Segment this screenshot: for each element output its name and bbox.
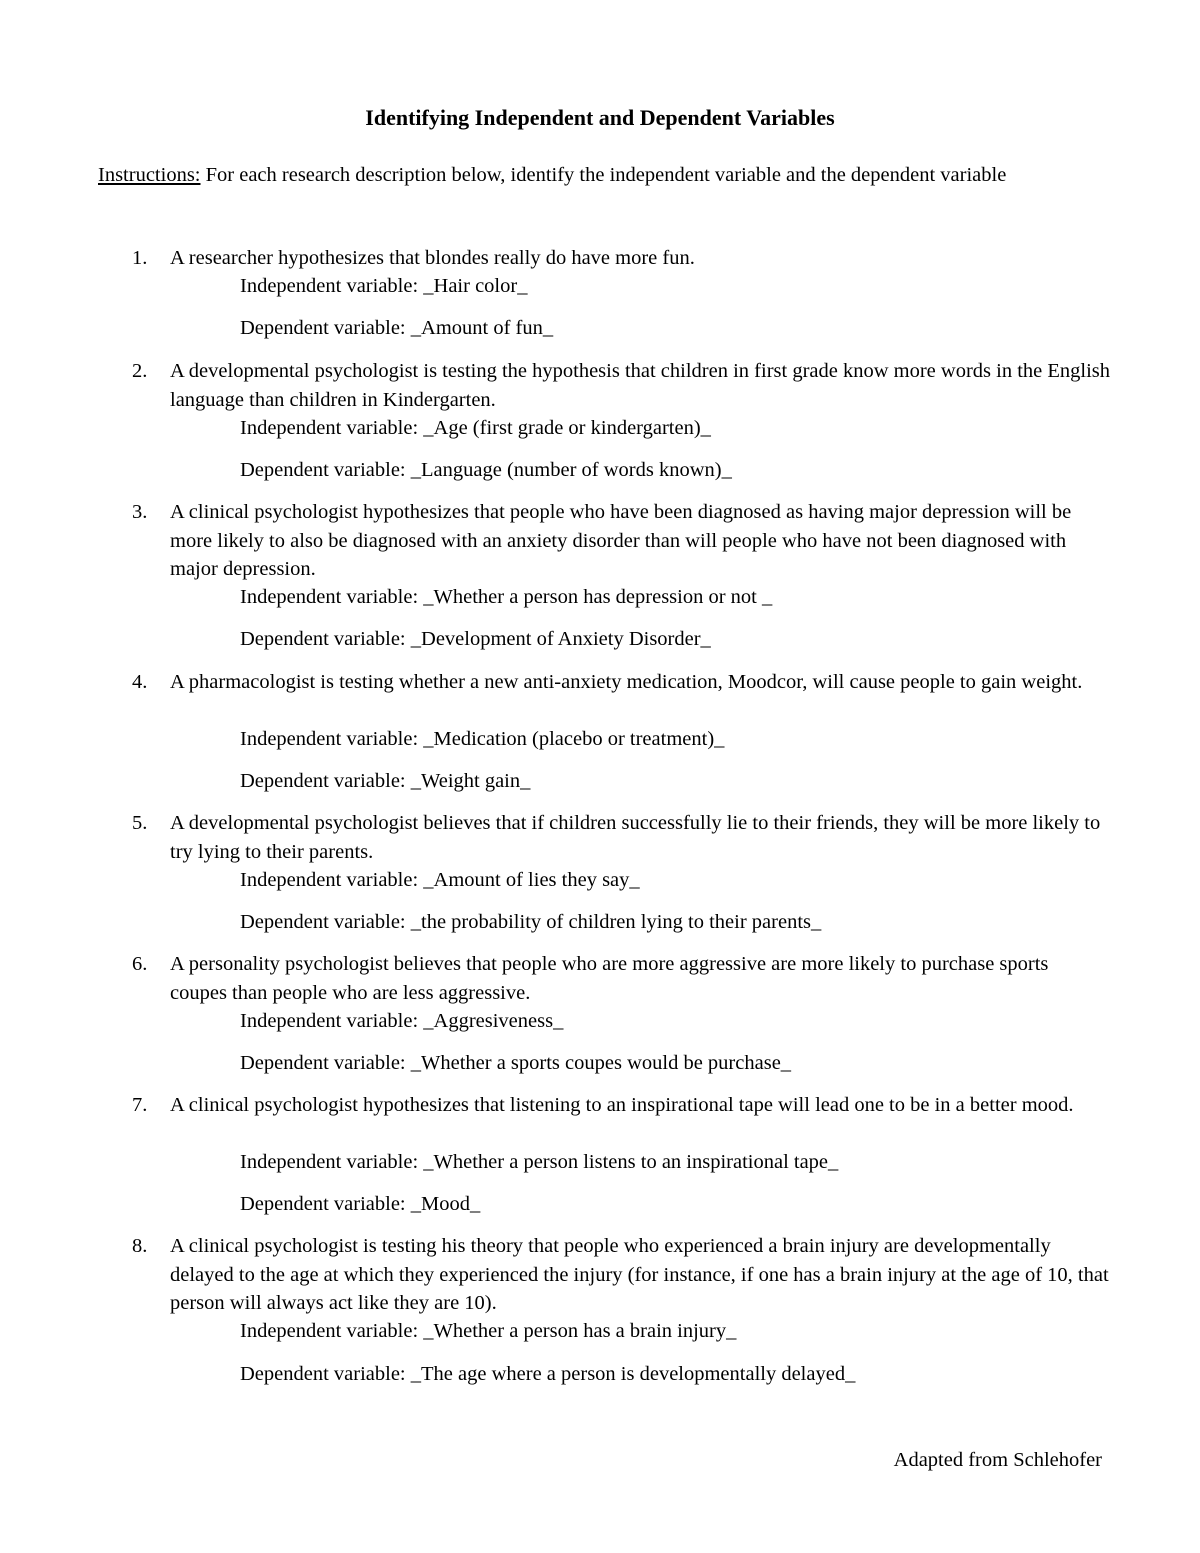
dv-label: Dependent variable: bbox=[240, 1052, 411, 1074]
independent-variable-line bbox=[240, 866, 1140, 895]
question-text: A developmental psychologist is testing the hypothesis that children in first grade know more words in the English language than children in Kindergarten. bbox=[170, 360, 1111, 411]
iv-answer: _Whether a person listens to an inspirational tape_ bbox=[423, 1151, 839, 1173]
independent-variable-line bbox=[240, 725, 1140, 754]
dependent-variable-line bbox=[240, 1360, 1140, 1389]
dv-answer: _Whether a sports coupes would be purchase_ bbox=[410, 1052, 792, 1074]
question-text: A personality psychologist believes that people who are more aggressive are more likely to purchase sports coupes than people who are less aggressive. bbox=[170, 953, 1049, 1004]
iv-answer: _Whether a person has a brain injury_ bbox=[423, 1320, 737, 1342]
independent-variable-line bbox=[240, 1007, 1140, 1036]
instructions bbox=[98, 161, 1108, 190]
iv-label: Independent variable: bbox=[240, 1320, 424, 1342]
question-number: 5. bbox=[132, 812, 148, 834]
question-text: A clinical psychologist hypothesizes that listening to an inspirational tape will lead one to be in a better mood. bbox=[170, 1094, 1074, 1116]
iv-answer: _Aggresiveness_ bbox=[423, 1010, 564, 1032]
dependent-variable-line bbox=[240, 767, 1140, 796]
instructions-text: For each research description below, identify the independent variable and the dependent variable bbox=[200, 164, 1007, 186]
iv-answer: _Medication (placebo or treatment)_ bbox=[423, 728, 725, 750]
dv-label: Dependent variable: bbox=[240, 317, 411, 339]
question-number: 1. bbox=[132, 247, 148, 269]
question-number: 3. bbox=[132, 501, 148, 523]
iv-answer: _Amount of lies they say_ bbox=[423, 869, 640, 891]
question-text: A pharmacologist is testing whether a new anti-anxiety medication, Moodcor, will cause people to gain weight. bbox=[170, 671, 1083, 693]
independent-variable-line bbox=[240, 414, 1140, 443]
dependent-variable-line bbox=[240, 1190, 1140, 1219]
dv-answer: _The age where a person is developmentally delayed_ bbox=[410, 1363, 856, 1385]
dv-answer: _Amount of fun_ bbox=[410, 317, 554, 339]
attribution-footer: Adapted from Schlehofer bbox=[893, 1449, 1102, 1471]
question-number: 6. bbox=[132, 953, 148, 975]
question-number: 7. bbox=[132, 1094, 148, 1116]
independent-variable-line bbox=[240, 1317, 1140, 1346]
dv-label: Dependent variable: bbox=[240, 628, 411, 650]
iv-label: Independent variable: bbox=[240, 1151, 424, 1173]
iv-answer: _Hair color_ bbox=[423, 275, 528, 297]
dependent-variable-line bbox=[240, 1049, 1140, 1078]
iv-answer: _Age (first grade or kindergarten)_ bbox=[423, 417, 711, 439]
dependent-variable-line bbox=[240, 314, 1140, 343]
dv-answer: _the probability of children lying to their parents_ bbox=[410, 911, 822, 933]
dv-label: Dependent variable: bbox=[240, 1363, 411, 1385]
iv-label: Independent variable: bbox=[240, 417, 424, 439]
dv-label: Dependent variable: bbox=[240, 770, 411, 792]
independent-variable-line bbox=[240, 583, 1140, 612]
question-number: 8. bbox=[132, 1235, 148, 1257]
independent-variable-line bbox=[240, 272, 1140, 301]
iv-label: Independent variable: bbox=[240, 275, 424, 297]
dv-answer: _Mood_ bbox=[410, 1193, 481, 1215]
page-title: Identifying Independent and Dependent Variables bbox=[365, 105, 835, 130]
dv-answer: _Weight gain_ bbox=[410, 770, 531, 792]
dependent-variable-line bbox=[240, 625, 1140, 654]
dv-answer: _Development of Anxiety Disorder_ bbox=[410, 628, 711, 650]
instructions-label: Instructions: bbox=[98, 164, 201, 186]
iv-answer: _Whether a person has depression or not _ bbox=[423, 586, 773, 608]
question-number: 4. bbox=[132, 671, 148, 693]
iv-label: Independent variable: bbox=[240, 728, 424, 750]
dv-answer: _Language (number of words known)_ bbox=[410, 459, 732, 481]
dependent-variable-line bbox=[240, 456, 1140, 485]
iv-label: Independent variable: bbox=[240, 586, 424, 608]
independent-variable-line bbox=[240, 1148, 1140, 1177]
dv-label: Dependent variable: bbox=[240, 1193, 411, 1215]
dv-label: Dependent variable: bbox=[240, 459, 411, 481]
dv-label: Dependent variable: bbox=[240, 911, 411, 933]
question-text: A developmental psychologist believes that if children successfully lie to their friends, they will be more likely to try lying to their parents. bbox=[170, 812, 1101, 863]
question-text: A researcher hypothesizes that blondes really do have more fun. bbox=[170, 247, 695, 269]
iv-label: Independent variable: bbox=[240, 869, 424, 891]
iv-label: Independent variable: bbox=[240, 1010, 424, 1032]
question-text: A clinical psychologist hypothesizes that people who have been diagnosed as having major depression will be more likely to also be diagnosed with an anxiety disorder than will people who have not been diagnosed with major depression. bbox=[170, 501, 1072, 580]
dependent-variable-line bbox=[240, 908, 1140, 937]
question-number: 2. bbox=[132, 360, 148, 382]
question-text: A clinical psychologist is testing his theory that people who experienced a brain injury are developmentally delayed to the age at which they experienced the injury (for instance, if one has a brain injury at the age of 10, that person will always act like they are 10). bbox=[170, 1235, 1109, 1314]
